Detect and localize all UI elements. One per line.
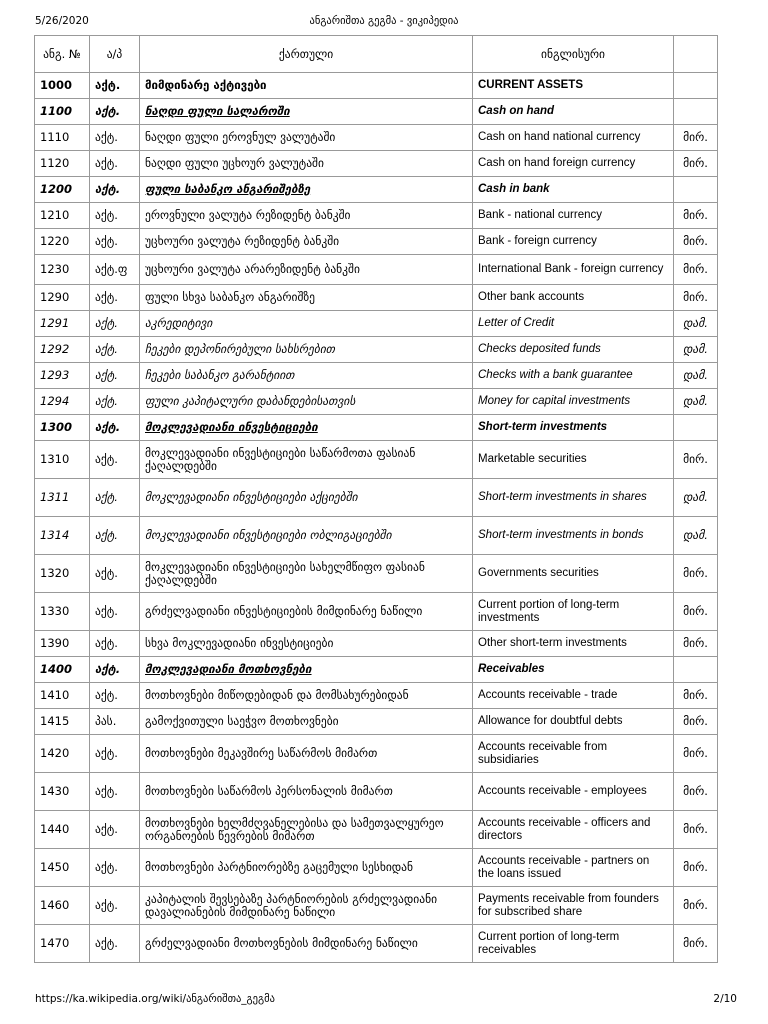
row-georgian-name: მოკლევადიანი ინვესტიციები აქციებში — [140, 479, 473, 517]
print-url: https://ka.wikipedia.org/wiki/ანგარიშთა_გეგმა — [35, 993, 275, 1005]
row-georgian-name: ნაღდი ფული სალაროში — [140, 99, 473, 125]
row-georgian-name: ნაღდი ფული ეროვნულ ვალუტაში — [140, 125, 473, 151]
row-side: მირ. — [674, 849, 718, 887]
row-side — [674, 99, 718, 125]
row-type: აქტ. — [90, 73, 140, 99]
row-type: აქტ. — [90, 773, 140, 811]
row-side: მირ. — [674, 811, 718, 849]
row-georgian-name: ფული კაპიტალური დაბანდებისათვის — [140, 389, 473, 415]
row-side: დამ. — [674, 337, 718, 363]
col-header-side — [674, 36, 718, 73]
row-english-name: Marketable securities — [473, 441, 674, 479]
row-georgian-name: მოკლევადიანი ინვესტიციები — [140, 415, 473, 441]
row-english-name: Letter of Credit — [473, 311, 674, 337]
row-georgian-name: უცხოური ვალუტა რეზიდენტ ბანკში — [140, 229, 473, 255]
row-type: აქტ. — [90, 177, 140, 203]
row-georgian-name: მოკლევადიანი მოთხოვნები — [140, 657, 473, 683]
row-side: მირ. — [674, 229, 718, 255]
row-code: 1294 — [35, 389, 90, 415]
row-side: დამ. — [674, 517, 718, 555]
row-type: აქტ. — [90, 285, 140, 311]
row-english-name: Accounts receivable from subsidiaries — [473, 735, 674, 773]
table-row — [35, 125, 718, 151]
row-type: აქტ. — [90, 311, 140, 337]
table-row — [35, 415, 718, 441]
row-english-name: Short-term investments in bonds — [473, 517, 674, 555]
row-georgian-name: მოკლევადიანი ინვესტიციები საწარმოთა ფასიან ქაღალდებში — [140, 441, 473, 479]
table-row — [35, 773, 718, 811]
row-english-name: Allowance for doubtful debts — [473, 709, 674, 735]
row-georgian-name: უცხოური ვალუტა არარეზიდენტ ბანკში — [140, 255, 473, 285]
row-side: მირ. — [674, 203, 718, 229]
row-english-name: Checks with a bank guarantee — [473, 363, 674, 389]
row-type: აქტ. — [90, 363, 140, 389]
row-georgian-name: გრძელვადიანი მოთხოვნების მიმდინარე ნაწილი — [140, 925, 473, 963]
row-code: 1110 — [35, 125, 90, 151]
row-georgian-name: ნაღდი ფული უცხოურ ვალუტაში — [140, 151, 473, 177]
row-georgian-name: ეროვნული ვალუტა რეზიდენტ ბანკში — [140, 203, 473, 229]
row-english-name: Bank - national currency — [473, 203, 674, 229]
row-english-name: Current portion of long-term receivables — [473, 925, 674, 963]
table-row — [35, 657, 718, 683]
row-type: აქტ. — [90, 631, 140, 657]
row-georgian-name: ფული საბანკო ანგარიშებზე — [140, 177, 473, 203]
table-row — [35, 517, 718, 555]
row-side: დამ. — [674, 363, 718, 389]
row-english-name: Money for capital investments — [473, 389, 674, 415]
row-georgian-name: მოთხოვნები ხელმძღვანელებისა და სამეთვალყურეო ორგანოების წევრების მიმართ — [140, 811, 473, 849]
row-side: მირ. — [674, 735, 718, 773]
row-english-name: Accounts receivable - officers and directors — [473, 811, 674, 849]
row-type: აქტ. — [90, 99, 140, 125]
row-georgian-name: მოკლევადიანი ინვესტიციები სახელმწიფო ფასიან ქაღალდებში — [140, 555, 473, 593]
row-side: მირ. — [674, 593, 718, 631]
row-georgian-name: კაპიტალის შევსებაზე პარტნიორების გრძელვადიანი დავალიანების მიმდინარე ნაწილი — [140, 887, 473, 925]
row-code: 1440 — [35, 811, 90, 849]
row-side: მირ. — [674, 151, 718, 177]
print-footer — [0, 993, 768, 1007]
print-header — [0, 15, 768, 29]
row-code: 1330 — [35, 593, 90, 631]
row-type: აქტ. — [90, 151, 140, 177]
row-type: აქტ. — [90, 811, 140, 849]
print-date: 5/26/2020 — [35, 15, 89, 27]
row-georgian-name: ჩეკები დეპონირებული სახსრებით — [140, 337, 473, 363]
row-side — [674, 657, 718, 683]
row-side: მირ. — [674, 773, 718, 811]
table-row — [35, 73, 718, 99]
row-type: აქტ. — [90, 389, 140, 415]
row-type: აქტ. — [90, 735, 140, 773]
row-code: 1230 — [35, 255, 90, 285]
row-code: 1293 — [35, 363, 90, 389]
row-code: 1292 — [35, 337, 90, 363]
row-side: მირ. — [674, 555, 718, 593]
table-row — [35, 811, 718, 849]
row-code: 1320 — [35, 555, 90, 593]
row-side: მირ. — [674, 125, 718, 151]
row-type: აქტ.ფ — [90, 255, 140, 285]
row-side — [674, 415, 718, 441]
row-code: 1290 — [35, 285, 90, 311]
row-georgian-name: სხვა მოკლევადიანი ინვესტიციები — [140, 631, 473, 657]
row-side — [674, 73, 718, 99]
row-type: აქტ. — [90, 849, 140, 887]
row-side — [674, 177, 718, 203]
table-row — [35, 229, 718, 255]
table-row — [35, 593, 718, 631]
col-header-english: ინგლისური — [473, 36, 674, 73]
row-code: 1460 — [35, 887, 90, 925]
row-english-name: Accounts receivable - trade — [473, 683, 674, 709]
row-english-name: Payments receivable from founders for subscribed share — [473, 887, 674, 925]
row-type: აქტ. — [90, 337, 140, 363]
table-row — [35, 389, 718, 415]
row-code: 1291 — [35, 311, 90, 337]
row-georgian-name: მოთხოვნები პარტნიორებზე გაცემული სესხიდან — [140, 849, 473, 887]
table-row — [35, 479, 718, 517]
row-english-name: Cash on hand foreign currency — [473, 151, 674, 177]
row-type: პას. — [90, 709, 140, 735]
row-code: 1300 — [35, 415, 90, 441]
row-english-name: International Bank - foreign currency — [473, 255, 674, 285]
chart-of-accounts-table — [34, 35, 718, 963]
row-side: მირ. — [674, 887, 718, 925]
print-title: ანგარიშთა გეგმა - ვიკიპედია — [309, 15, 459, 27]
row-georgian-name: მიმდინარე აქტივები — [140, 73, 473, 99]
row-type: აქტ. — [90, 593, 140, 631]
row-english-name: CURRENT ASSETS — [473, 73, 674, 99]
row-code: 1420 — [35, 735, 90, 773]
table-header-row — [35, 36, 718, 73]
table-row — [35, 735, 718, 773]
table-row — [35, 151, 718, 177]
table-row — [35, 555, 718, 593]
row-english-name: Accounts receivable - employees — [473, 773, 674, 811]
row-side: მირ. — [674, 683, 718, 709]
row-english-name: Cash in bank — [473, 177, 674, 203]
row-code: 1390 — [35, 631, 90, 657]
row-georgian-name: ჩეკები საბანკო გარანტიით — [140, 363, 473, 389]
row-side: მირ. — [674, 285, 718, 311]
table-row — [35, 311, 718, 337]
table-row — [35, 631, 718, 657]
row-code: 1311 — [35, 479, 90, 517]
row-code: 1470 — [35, 925, 90, 963]
table-row — [35, 255, 718, 285]
row-side: დამ. — [674, 311, 718, 337]
row-english-name: Current portion of long-term investments — [473, 593, 674, 631]
row-english-name: Other short-term investments — [473, 631, 674, 657]
col-header-code: ანგ. № — [35, 36, 90, 73]
page-number: 2/10 — [713, 993, 737, 1005]
row-code: 1210 — [35, 203, 90, 229]
table-row — [35, 925, 718, 963]
row-code: 1450 — [35, 849, 90, 887]
row-code: 1314 — [35, 517, 90, 555]
row-english-name: Checks deposited funds — [473, 337, 674, 363]
row-english-name: Cash on hand — [473, 99, 674, 125]
table-row — [35, 683, 718, 709]
table-row — [35, 285, 718, 311]
col-header-georgian: ქართული — [140, 36, 473, 73]
row-type: აქტ. — [90, 657, 140, 683]
row-type: აქტ. — [90, 441, 140, 479]
row-code: 1200 — [35, 177, 90, 203]
row-georgian-name: ფული სხვა საბანკო ანგარიშზე — [140, 285, 473, 311]
row-english-name: Other bank accounts — [473, 285, 674, 311]
row-type: აქტ. — [90, 479, 140, 517]
row-english-name: Short-term investments in shares — [473, 479, 674, 517]
row-georgian-name: გრძელვადიანი ინვესტიციების მიმდინარე ნაწილი — [140, 593, 473, 631]
table-row — [35, 363, 718, 389]
row-code: 1100 — [35, 99, 90, 125]
row-code: 1400 — [35, 657, 90, 683]
row-code: 1310 — [35, 441, 90, 479]
table-row — [35, 849, 718, 887]
row-type: აქტ. — [90, 683, 140, 709]
table-row — [35, 99, 718, 125]
table-row — [35, 337, 718, 363]
row-side: დამ. — [674, 479, 718, 517]
row-english-name: Short-term investments — [473, 415, 674, 441]
row-english-name: Accounts receivable - partners on the loans issued — [473, 849, 674, 887]
table-row — [35, 709, 718, 735]
row-english-name: Receivables — [473, 657, 674, 683]
row-type: აქტ. — [90, 203, 140, 229]
row-georgian-name: მოთხოვნები საწარმოს პერსონალის მიმართ — [140, 773, 473, 811]
row-type: აქტ. — [90, 125, 140, 151]
row-type: აქტ. — [90, 517, 140, 555]
row-english-name: Governments securities — [473, 555, 674, 593]
row-english-name: Cash on hand national currency — [473, 125, 674, 151]
row-type: აქტ. — [90, 925, 140, 963]
row-side: მირ. — [674, 925, 718, 963]
table-row — [35, 887, 718, 925]
row-code: 1430 — [35, 773, 90, 811]
col-header-type: ა/პ — [90, 36, 140, 73]
row-english-name: Bank - foreign currency — [473, 229, 674, 255]
row-georgian-name: აკრედიტივი — [140, 311, 473, 337]
row-side: მირ. — [674, 255, 718, 285]
row-type: აქტ. — [90, 555, 140, 593]
table-row — [35, 441, 718, 479]
row-side: მირ. — [674, 441, 718, 479]
row-side: მირ. — [674, 631, 718, 657]
row-type: აქტ. — [90, 887, 140, 925]
row-code: 1120 — [35, 151, 90, 177]
row-type: აქტ. — [90, 415, 140, 441]
row-code: 1415 — [35, 709, 90, 735]
row-code: 1000 — [35, 73, 90, 99]
row-georgian-name: გამოქვითული საეჭვო მოთხოვნები — [140, 709, 473, 735]
table-row — [35, 177, 718, 203]
table-row — [35, 203, 718, 229]
row-code: 1410 — [35, 683, 90, 709]
row-type: აქტ. — [90, 229, 140, 255]
row-georgian-name: მოთხოვნები მეკავშირე საწარმოს მიმართ — [140, 735, 473, 773]
row-code: 1220 — [35, 229, 90, 255]
row-side: დამ. — [674, 389, 718, 415]
row-side: მირ. — [674, 709, 718, 735]
row-georgian-name: მოკლევადიანი ინვესტიციები ობლიგაციებში — [140, 517, 473, 555]
row-georgian-name: მოთხოვნები მიწოდებიდან და მომსახურებიდან — [140, 683, 473, 709]
